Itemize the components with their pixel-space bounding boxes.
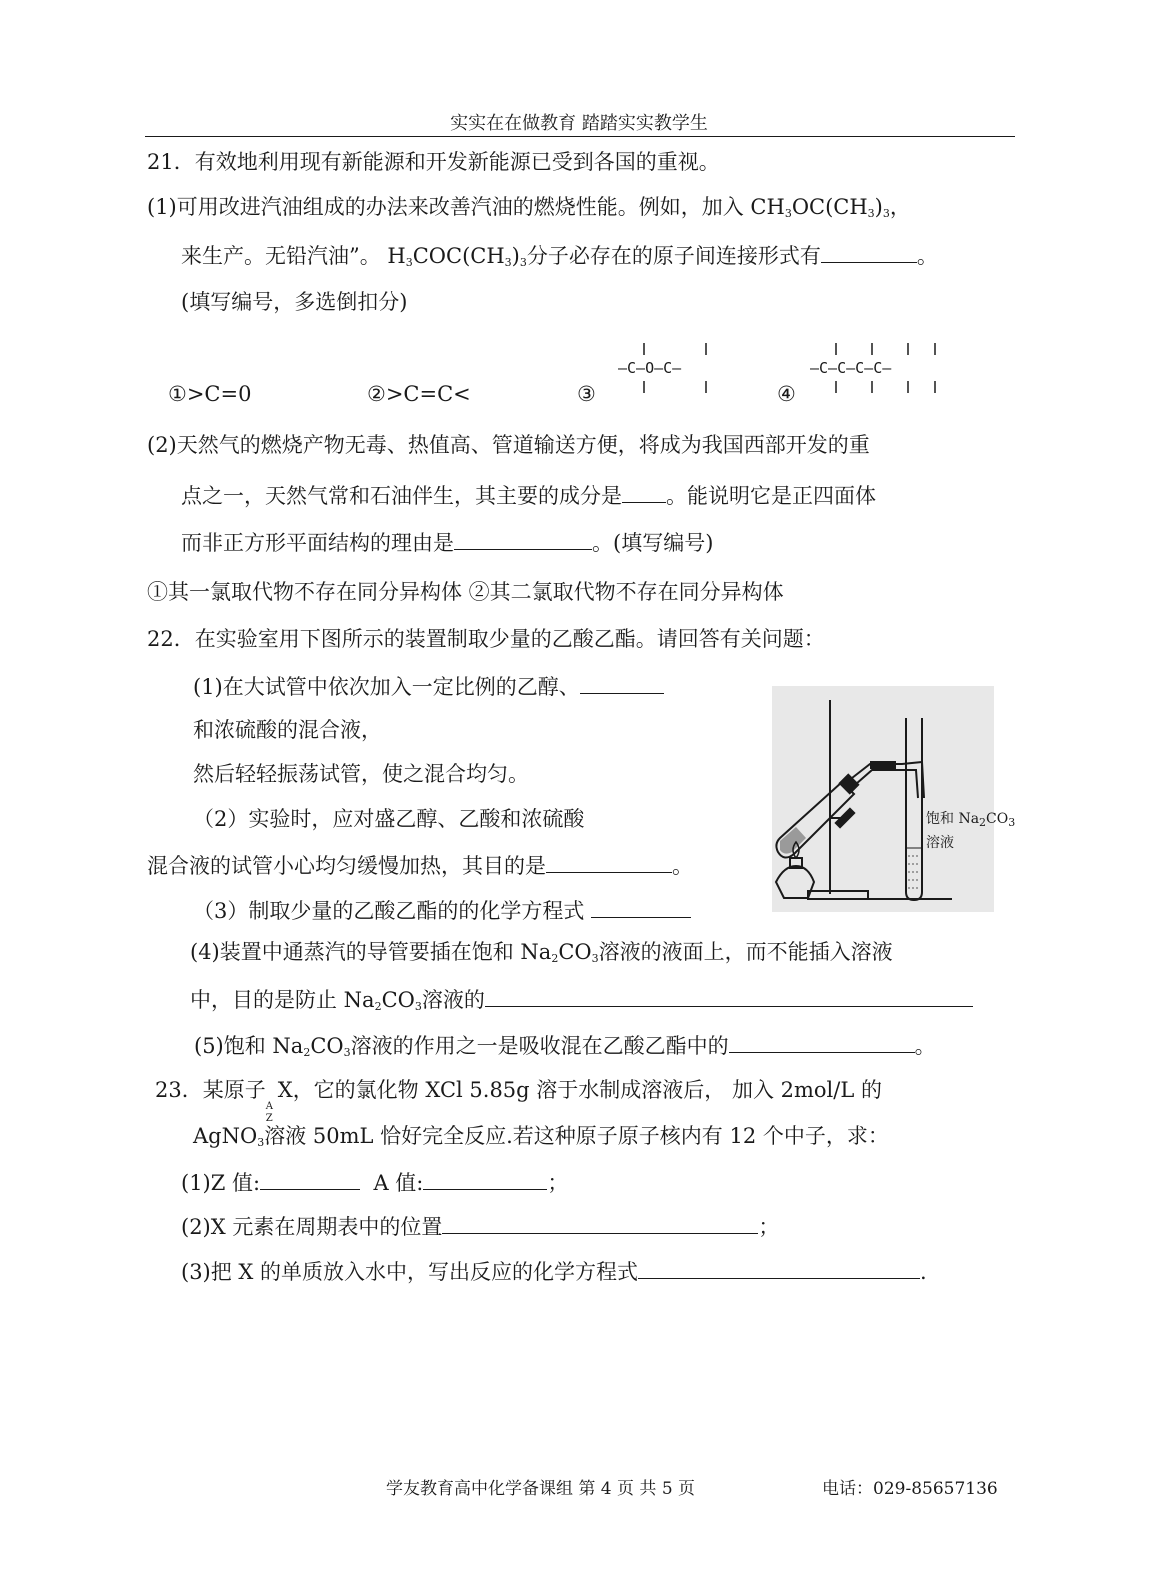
q21-structure-4: —C—C—C—C—	[810, 359, 891, 377]
q21-p2-reason-blank[interactable]	[454, 527, 592, 550]
q23-p2: (2)X 元素在周期表中的位置 ；	[181, 1211, 779, 1241]
q21-p2-line1: (2)天然气的燃烧产物无毒、热值高、管道输送方便，将成为我国西部开发的重	[147, 433, 870, 457]
q23-equation-blank[interactable]	[638, 1256, 920, 1279]
q21-p2-line3: 而非正方形平面结构的理由是 。(填写编号)	[181, 527, 713, 557]
q23-stem: 23．某原子 A Z X，它的氯化物 XCl 5.85g 溶于水制成溶液后， 加入 2mol/L 的	[155, 1078, 882, 1124]
figure-label-saturated: 饱和 $Na_2CO_3$	[926, 811, 1016, 829]
q22-p5: (5)饱和 $Na_2CO_3$溶液的作用之一是吸收混在乙酸乙酯中的 。	[194, 1030, 936, 1067]
q22-p2-line2: 混合液的试管小心均匀缓慢加热，其目的是 。	[147, 850, 693, 880]
q22-p1-line1: (1)在大试管中依次加入一定比例的乙醇、	[193, 671, 664, 701]
q22-p4-blank[interactable]	[485, 984, 973, 1007]
q22-p3-blank[interactable]	[591, 895, 691, 918]
q23-p3: (3)把 X 的单质放入水中，写出反应的化学方程式 .	[181, 1256, 927, 1286]
q22-p4-line1: (4)装置中通蒸汽的导管要插在饱和 $Na_2CO_3$溶液的液面上，而不能插入溶液	[190, 940, 893, 965]
page-header-motto: 实实在在做教育 踏踏实实教学生	[450, 113, 708, 134]
apparatus-figure	[772, 686, 1016, 912]
figure-label-solution: 溶液	[926, 835, 954, 851]
q22-p2-blank[interactable]	[546, 850, 672, 873]
q21-p1-note: (填写编号，多选倒扣分)	[181, 290, 408, 314]
bond-lines-4	[810, 339, 970, 397]
q22-p4-line2: 中，目的是防止 $Na_2CO_3$溶液的	[190, 984, 973, 1021]
q21-p1-line1: (1)可用改进汽油组成的办法来改善汽油的燃烧性能。例如，加入 $CH_3OC(CH_3)_3$，	[147, 195, 911, 220]
q21-structure-3: —C—O—C—	[618, 359, 681, 377]
q21-option-2: ②>C=C<	[367, 382, 471, 406]
q23-position-blank[interactable]	[442, 1211, 758, 1234]
q23-p1: (1)Z 值: A 值: ；	[181, 1167, 568, 1197]
q22-p5-blank[interactable]	[729, 1030, 915, 1053]
footer-phone: 电话：029-85657136	[822, 1479, 998, 1499]
q21-p2-component-blank[interactable]	[622, 480, 666, 503]
q21-p1-answer-blank[interactable]	[821, 240, 917, 263]
bond-lines-3	[618, 339, 748, 397]
q21-stem: 21．有效地利用现有新能源和开发新能源已受到各国的重视。	[147, 150, 720, 174]
q21-p2-line2: 点之一，天然气常和石油伴生，其主要的成分是 。能说明它是正四面体	[181, 480, 876, 510]
q23-line2: AgNO$_3$溶液 50mL 恰好完全反应.若这种原子原子核内有 12 个中子，求：	[193, 1124, 889, 1149]
header-rule	[145, 136, 1015, 137]
q21-option-1: ①>C=0	[168, 382, 252, 406]
q23-z-blank[interactable]	[260, 1167, 360, 1190]
footer-course-page: 学友教育高中化学备课组 第 4 页 共 5 页	[386, 1479, 696, 1499]
q22-stem: 22．在实验室用下图所示的装置制取少量的乙酸乙酯。请回答有关问题：	[147, 627, 825, 651]
q21-p1-line2: 来生产。无铅汽油”。 $H_3COC(CH_3)_3$分子必存在的原子间连接形式有 。	[181, 240, 938, 277]
apparatus-drawing	[772, 686, 994, 912]
q22-p3: （3）制取少量的乙酸乙酯的的化学方程式	[193, 895, 691, 925]
q22-p1-line2: 和浓硫酸的混合液，	[193, 718, 382, 742]
q22-p2-line1: （2）实验时，应对盛乙醇、乙酸和浓硫酸	[193, 807, 585, 831]
q22-p1-blank[interactable]	[580, 671, 664, 694]
q21-option-3: ③	[577, 382, 596, 406]
q22-p1-line3: 然后轻轻振荡试管，使之混合均匀。	[193, 762, 529, 786]
q21-p2-choices: ①其一氯取代物不存在同分异构体 ②其二氯取代物不存在同分异构体	[147, 580, 784, 604]
q23-a-blank[interactable]	[423, 1167, 547, 1190]
q21-option-4: ④	[777, 382, 796, 406]
